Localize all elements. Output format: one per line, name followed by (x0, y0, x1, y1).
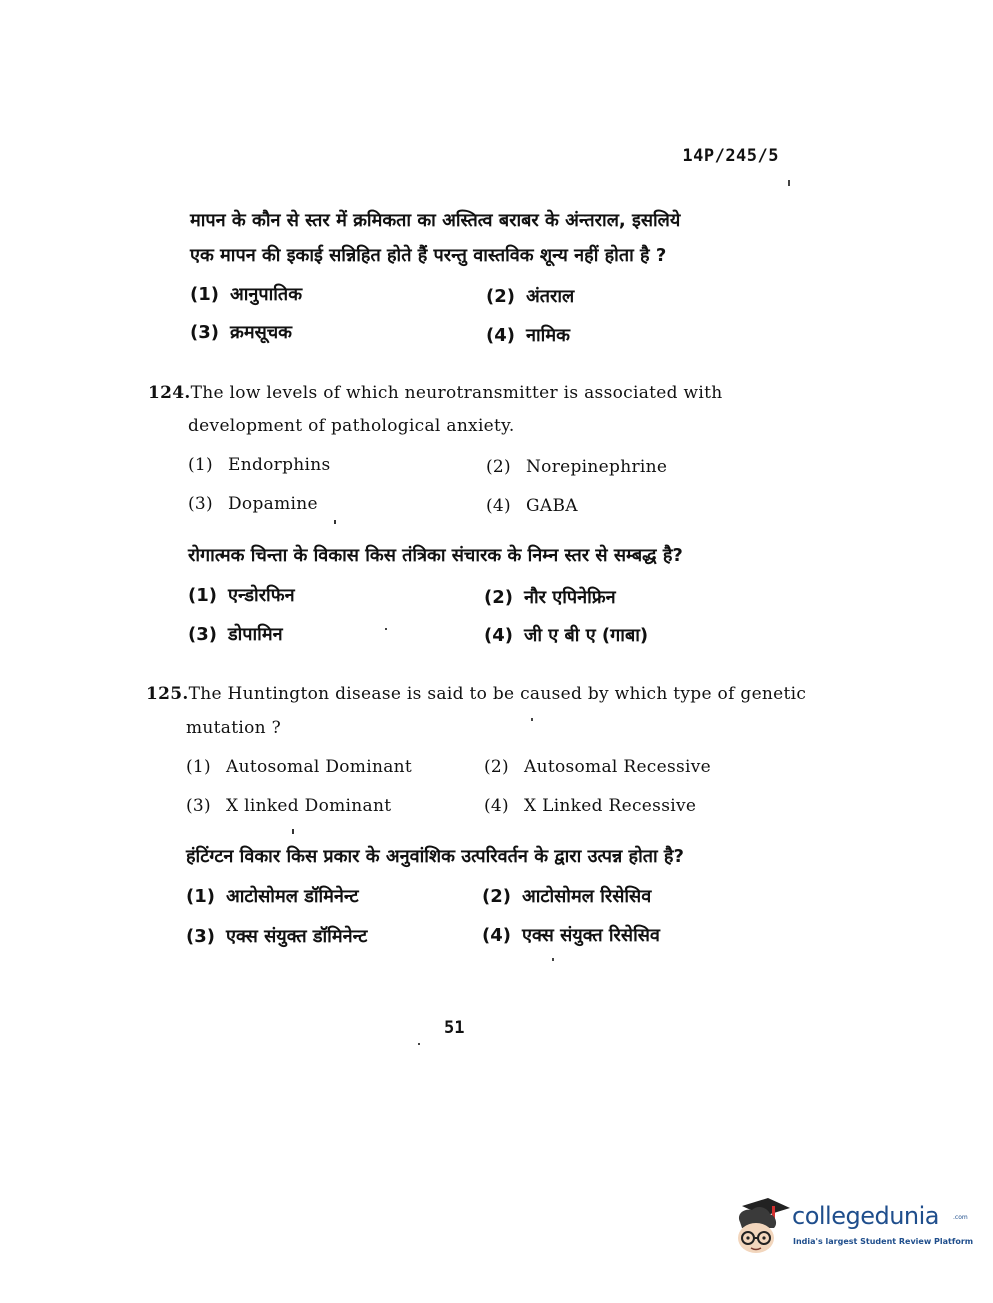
option-text: डोपामिन (228, 624, 283, 645)
q124-option-1 (188, 455, 331, 475)
option-number: (3) (188, 494, 213, 514)
q125-line-1 (146, 684, 806, 704)
option-number: (1) (190, 284, 219, 305)
q125-line-2: mutation ? (186, 718, 282, 738)
logo-name: collegedunia (792, 1202, 940, 1230)
option-text: X Linked Recessive (524, 796, 697, 816)
collegedunia-logo (734, 1196, 974, 1260)
q124-hindi-option-4 (484, 623, 648, 647)
q125-option-2 (484, 757, 711, 777)
option-number: (4) (482, 925, 511, 946)
option-text: आटोसोमल डॉमिनेन्ट (226, 886, 359, 907)
scan-speck (552, 958, 554, 961)
q125-number: 125. (146, 684, 189, 704)
option-text: Autosomal Recessive (524, 757, 712, 777)
option-text: जी ए बी ए (गाबा) (524, 625, 649, 646)
q123-option-4 (486, 323, 570, 347)
q123-option-1 (190, 282, 302, 306)
option-text: Autosomal Dominant (226, 757, 413, 777)
option-number: (1) (186, 757, 211, 777)
q123-option-2 (486, 284, 574, 308)
option-number: (1) (188, 455, 213, 475)
q125-option-1 (186, 757, 412, 777)
q123-option-3 (190, 320, 292, 344)
option-text: Dopamine (228, 494, 318, 514)
q125-hindi-option-3 (186, 924, 367, 948)
option-number: (3) (190, 322, 219, 343)
option-number: (4) (484, 796, 509, 816)
option-text: एक्स संयुक्त रिसेसिव (522, 925, 660, 946)
scan-speck (385, 628, 387, 630)
option-text: आनुपातिक (230, 284, 303, 305)
q124-text-1: The low levels of which neurotransmitter is associated with (190, 383, 723, 403)
option-text: Endorphins (228, 455, 331, 475)
option-number: (2) (486, 286, 515, 307)
q123-hindi-line-1: मापन के कौन से स्तर में क्रमिकता का अस्तित्व बराबर के अंन्तराल, इसलिये (190, 210, 681, 231)
q124-hindi-option-2 (484, 585, 616, 609)
q124-option-3 (188, 494, 318, 514)
scan-speck (292, 829, 294, 834)
option-text: अंतराल (526, 286, 575, 307)
header-rule-mark (788, 180, 790, 186)
option-text: Norepinephrine (526, 457, 668, 477)
option-number: (4) (486, 496, 511, 516)
option-text: आटोसोमल रिसेसिव (522, 886, 652, 907)
mascot-icon (734, 1196, 792, 1258)
option-text: नामिक (526, 325, 570, 346)
option-number: (2) (484, 587, 513, 608)
q123-hindi-line-2: एक मापन की इकाई सन्निहित होते हैं परन्तु वास्तविक शून्य नहीं होता है ? (190, 245, 667, 266)
page-number: 51 (444, 1018, 465, 1038)
q124-hindi-option-1 (188, 583, 295, 607)
option-text: एन्डोरफिन (228, 585, 295, 606)
q125-hindi-question: हंटिंग्टन विकार किस प्रकार के अनुवांशिक उत्परिवर्तन के द्वारा उत्पन्न होता है? (186, 846, 684, 867)
option-number: (3) (186, 926, 215, 947)
q125-option-3 (186, 796, 391, 816)
logo-tagline: India's largest Student Review Platform (793, 1237, 974, 1246)
option-number: (2) (486, 457, 511, 477)
option-text: नौर एपिनेफ्रिन (524, 587, 616, 608)
option-number: (2) (482, 886, 511, 907)
option-number: (4) (484, 625, 513, 646)
q124-line-2: development of pathological anxiety. (188, 416, 515, 436)
option-number: (3) (188, 624, 217, 645)
option-text: GABA (526, 496, 578, 516)
q124-option-4 (486, 496, 578, 516)
q124-hindi-question: रोगात्मक चिन्ता के विकास किस तंत्रिका संचारक के निम्न स्तर से सम्बद्ध है? (188, 545, 683, 566)
q125-hindi-option-2 (482, 884, 651, 908)
option-text: एक्स संयुक्त डॉमिनेन्ट (226, 926, 368, 947)
scan-speck (334, 520, 336, 524)
scan-speck (531, 718, 533, 721)
q125-text-1: The Huntington disease is said to be caused by which type of genetic (188, 684, 807, 704)
scan-speck (418, 1043, 420, 1045)
q125-option-4 (484, 796, 696, 816)
option-number: (1) (186, 886, 215, 907)
option-number: (3) (186, 796, 211, 816)
q125-hindi-option-1 (186, 884, 359, 908)
q124-hindi-option-3 (188, 622, 283, 646)
option-number: (1) (188, 585, 217, 606)
q124-number: 124. (148, 383, 191, 403)
option-text: क्रमसूचक (230, 322, 293, 343)
paper-code: 14P/245/5 (682, 146, 779, 166)
q125-hindi-option-4 (482, 923, 660, 947)
q124-option-2 (486, 457, 667, 477)
logo-suffix: .com (953, 1214, 968, 1221)
option-number: (2) (484, 757, 509, 777)
q124-line-1 (148, 383, 722, 403)
option-number: (4) (486, 325, 515, 346)
option-text: X linked Dominant (226, 796, 392, 816)
